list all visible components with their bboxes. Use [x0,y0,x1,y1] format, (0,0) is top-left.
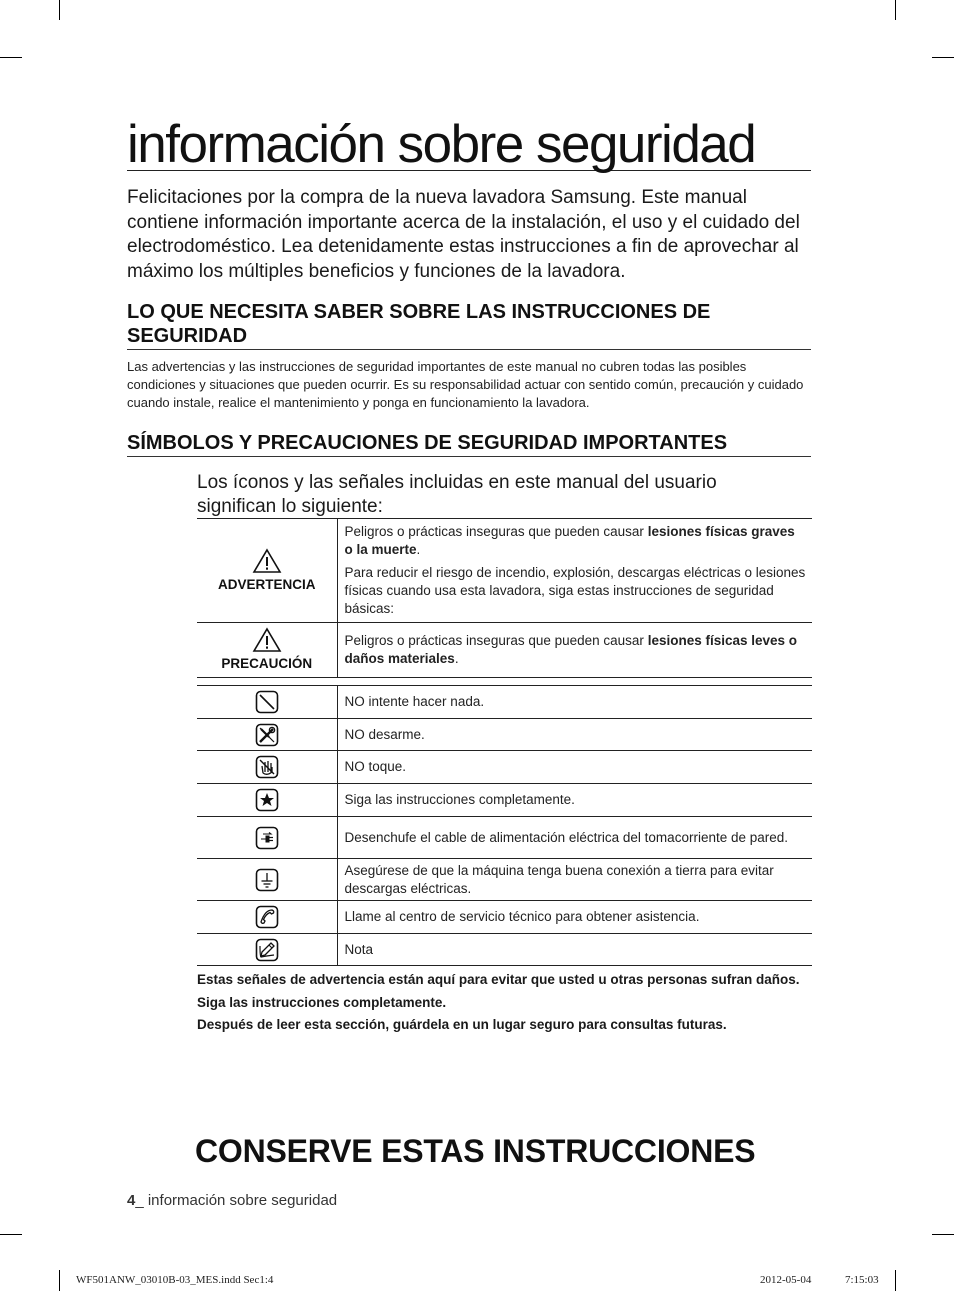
table-row [197,934,812,966]
crop-mark [0,1234,22,1235]
crop-mark [59,1270,60,1291]
prohibited-icon [255,690,279,714]
caution-symbol-cell [197,623,337,678]
crop-mark [932,57,954,58]
symbol-description: NO toque. [337,751,812,784]
caution-text: . [454,651,459,666]
section-heading-symbols: SÍMBOLOS Y PRECAUCIONES DE SEGURIDAD IMPORTANTES [127,431,811,457]
symbols-table [197,685,812,966]
crop-mark [895,1270,896,1291]
table-row [197,901,812,934]
conserve-heading: CONSERVE ESTAS INSTRUCCIONES [195,1133,756,1169]
crop-mark [932,1234,954,1235]
footer-text: _ información sobre seguridad [135,1192,338,1209]
table-row [197,719,812,751]
caution-description [337,623,812,678]
warning-label: ADVERTENCIA [217,576,316,592]
caution-text-bold: lesiones físicas leves o daños materiales [344,633,798,666]
section-heading-instructions: LO QUE NECESITA SABER SOBRE LAS INSTRUCCIONES DE SEGURIDAD [127,300,811,350]
phone-icon [255,905,279,929]
unplug-icon [255,826,279,850]
page-footer [127,1192,337,1209]
note-line: Siga las instrucciones completamente. [197,994,447,1010]
table-row [197,686,812,719]
warning-description [337,519,812,623]
symbols-lead: Los íconos y las señales incluidas en este manual del usuario significan lo siguiente: [197,472,717,517]
slug-file: WF501ANW_03010B-03_MES.indd Sec1:4 [76,1274,274,1286]
ground-icon [255,868,279,892]
table-row [197,817,812,859]
symbol-description: Siga las instrucciones completamente. [337,784,812,817]
warning-symbol-cell [197,519,337,623]
warning-text: . [416,542,421,557]
caution-text: Peligros o prácticas inseguras que pueden causar [344,633,648,648]
symbol-description: Desenchufe el cable de alimentación eléctrica del tomacorriente de pared. [337,817,812,859]
intro-paragraph: Felicitaciones por la compra de la nueva lavadora Samsung. Este manual contiene información importante acerca de la instalación, el uso y el cuidado del electrodoméstico. Lea detenidamente estas instrucciones a fin de aprovechar al máximo los múltiples beneficios y funciones de la lavadora. [127,187,800,282]
caution-triangle-icon [252,627,282,653]
table-row [197,623,812,678]
warning-table [197,518,812,678]
warning-detail: Para reducir el riesgo de incendio, explosión, descargas eléctricas o lesiones físicas cuando usa esta lavadora, siga estas instrucciones de seguridad básicas: [344,565,806,616]
symbol-description: NO desarme. [337,719,812,751]
page-number: 4 [127,1192,136,1209]
note-line: Después de leer esta sección, guárdela en un lugar seguro para consultas futuras. [197,1017,727,1032]
warning-triangle-icon [252,548,282,574]
no-disassemble-icon [255,723,279,747]
symbol-description: NO intente hacer nada. [344,694,485,710]
symbol-description: Nota [337,934,812,966]
slug-time: 7:15:03 [845,1274,879,1286]
note-line: Estas señales de advertencia están aquí para evitar que usted u otras personas sufran daños. [197,972,800,987]
warning-text-bold: lesiones físicas graves o la muerte [344,524,795,557]
safety-notes [197,971,807,1039]
slug-date: 2012-05-04 [760,1274,812,1286]
table-row [197,859,812,901]
symbol-description: Asegúrese de que la máquina tenga buena conexión a tierra para evitar descargas eléctricas. [337,859,812,901]
page-title: información sobre seguridad [127,118,811,171]
crop-mark [0,57,22,58]
warning-text: Peligros o prácticas inseguras que pueden causar [344,524,648,539]
note-icon [255,938,279,962]
crop-mark [895,0,896,20]
table-row [197,784,812,817]
table-row [197,519,812,623]
crop-mark [59,0,60,20]
section-paragraph: Las advertencias y las instrucciones de seguridad importantes de este manual no cubren todas las posibles condiciones y situaciones que pueden ocurrir. Es su responsabilidad actuar con sentido común, precaución y cuidado cuando instale, realice el mantenimiento y ponga en funcionamiento la lavadora. [127,359,804,410]
caution-label: PRECAUCIÓN [221,656,313,671]
table-row [197,751,812,784]
symbol-description: Llame al centro de servicio técnico para obtener asistencia. [337,901,812,934]
follow-instructions-icon [255,788,279,812]
no-touch-icon [255,755,279,779]
